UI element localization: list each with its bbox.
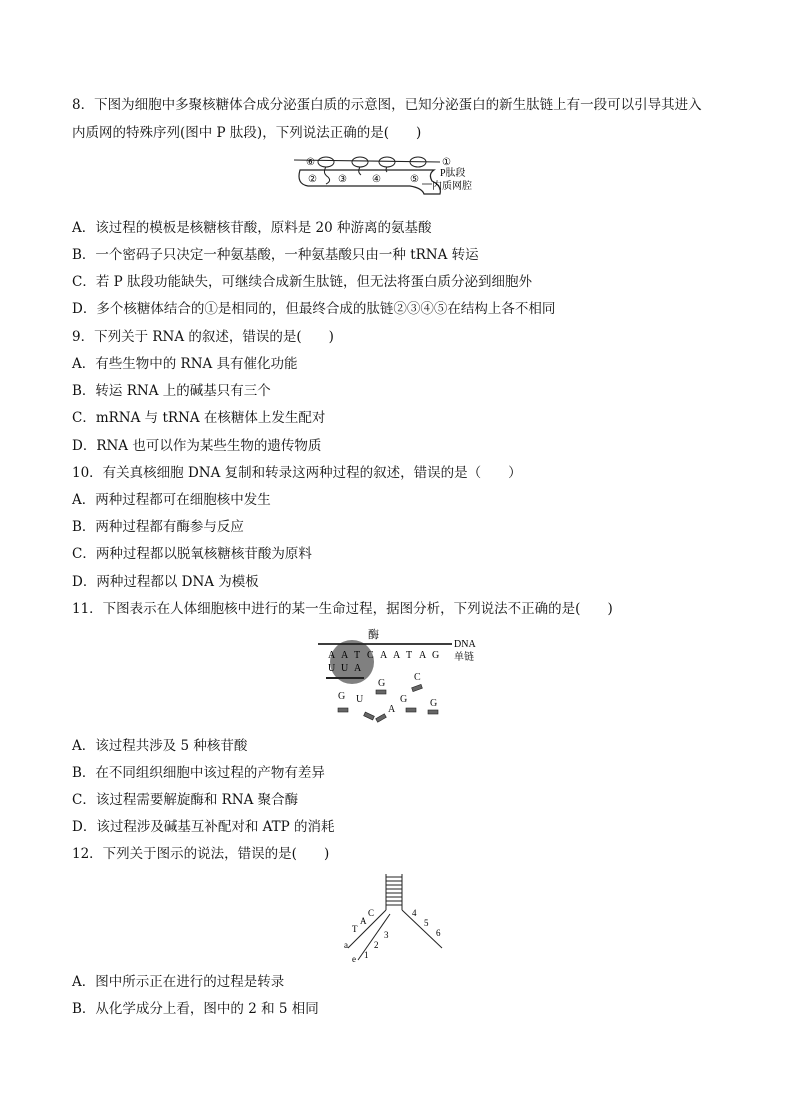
q10-option-d: D．两种过程都以 DNA 为模板: [72, 574, 259, 590]
free-nucleotide: G: [338, 691, 346, 702]
rna-base: U: [341, 663, 349, 674]
number-label: 1: [364, 950, 369, 960]
dna-base: C: [367, 650, 374, 661]
q9-option-a: A．有些生物中的 RNA 具有催化功能: [72, 356, 298, 372]
q9-option-d: D．RNA 也可以作为某些生物的遗传物质: [72, 438, 322, 454]
number-label: 6: [436, 928, 441, 938]
label-p-peptide: P肽段: [440, 168, 466, 179]
dna-base: T: [406, 650, 413, 661]
q11-option-a: A．该过程共涉及 5 种核苷酸: [72, 738, 248, 754]
q10-option-a: A．两种过程都可在细胞核中发生: [72, 492, 271, 508]
q10-option-c: C．两种过程都以脱氧核糖核苷酸为原料: [72, 546, 312, 562]
q9-stem: 9．下列关于 RNA 的叙述，错误的是( ): [72, 329, 334, 345]
q11-transcription-figure: [308, 624, 488, 724]
number-label: 2: [374, 940, 379, 950]
q8-option-b: B．一个密码子只决定一种氨基酸，一种氨基酸只由一种 tRNA 转运: [72, 247, 479, 263]
free-nucleotide: C: [414, 672, 421, 683]
number-label: 4: [412, 908, 417, 918]
label-1: ①: [442, 157, 451, 168]
ribosome-1: [318, 157, 334, 167]
single-strand-label: 单链: [454, 652, 474, 663]
free-nucleotide: U: [356, 694, 364, 705]
q10-stem: 10．有关真核细胞 DNA 复制和转录这两种过程的叙述，错误的是（ ）: [72, 465, 522, 481]
label-2: ②: [308, 174, 317, 185]
free-nucleotide: G: [400, 694, 408, 705]
ribosome-3: [379, 157, 395, 167]
dna-base: T: [354, 650, 361, 661]
label-a: a: [344, 940, 348, 950]
dna-label: DNA: [454, 639, 476, 650]
q8-stem-line1: 8．下图为细胞中多聚核糖体合成分泌蛋白质的示意图，已知分泌蛋白的新生肽链上有一段可以引导其进入: [72, 97, 702, 113]
ladder-rungs: [386, 877, 402, 905]
dna-base: A: [328, 650, 336, 661]
q11-option-b: B．在不同组织细胞中该过程的产物有差异: [72, 765, 325, 781]
q9-option-c: C．mRNA 与 tRNA 在核糖体上发生配对: [72, 410, 326, 426]
label-e: e: [352, 954, 356, 964]
q11-stem: 11．下图表示在人体细胞核中进行的某一生命过程，据图分析，下列说法不正确的是( ): [72, 601, 613, 617]
q12-option-b: B．从化学成分上看，图中的 2 和 5 相同: [72, 1001, 319, 1017]
ribosome-2: [352, 157, 368, 167]
dna-base: G: [432, 650, 440, 661]
peptide-chain: [359, 167, 361, 175]
rna-base: A: [354, 663, 362, 674]
enzyme-label: 酶: [368, 629, 379, 641]
q8-option-d: D．多个核糖体结合的①是相同的，但最终合成的肽链②③④⑤在结构上各不相同: [72, 301, 556, 317]
dna-base: A: [419, 650, 427, 661]
q12-replication-fork-figure: [338, 870, 458, 966]
q8-option-c: C．若 P 肽段功能缺失，可继续合成新生肽链，但无法将蛋白质分泌到细胞外: [72, 274, 532, 290]
q8-stem-line2: 内质网的特殊序列(图中 P 肽段)，下列说法正确的是( ): [72, 125, 422, 141]
dna-base: A: [380, 650, 388, 661]
label-er-lumen: 内质网腔: [432, 181, 472, 192]
base-label: A: [360, 916, 367, 926]
label-3: ③: [338, 174, 347, 185]
number-label: 5: [424, 918, 429, 928]
free-nucleotide: G: [378, 678, 386, 689]
free-nucleotide: A: [388, 704, 396, 715]
label-6: ⑥: [306, 157, 315, 168]
label-5: ⑤: [410, 174, 419, 185]
rna-base: U: [328, 663, 336, 674]
label-4: ④: [372, 174, 381, 185]
q11-option-d: D．该过程涉及碱基互补配对和 ATP 的消耗: [72, 819, 335, 835]
dna-base: A: [393, 650, 401, 661]
q12-option-a: A．图中所示正在进行的过程是转录: [72, 974, 285, 990]
q12-stem: 12．下列关于图示的说法，错误的是( ): [72, 846, 330, 862]
q8-polyribosome-figure: [290, 148, 510, 200]
q9-option-b: B．转运 RNA 上的碱基只有三个: [72, 383, 271, 399]
q11-option-c: C．该过程需要解旋酶和 RNA 聚合酶: [72, 792, 299, 808]
dna-base: A: [341, 650, 349, 661]
q10-option-b: B．两种过程都有酶参与反应: [72, 519, 244, 535]
free-nucleotide: G: [430, 698, 438, 709]
er-membrane: [299, 170, 440, 194]
q8-option-a: A．该过程的模板是核糖核苷酸，原料是 20 种游离的氨基酸: [72, 220, 432, 236]
number-label: 3: [384, 930, 389, 940]
base-label: T: [352, 924, 358, 934]
base-label: C: [368, 908, 375, 918]
